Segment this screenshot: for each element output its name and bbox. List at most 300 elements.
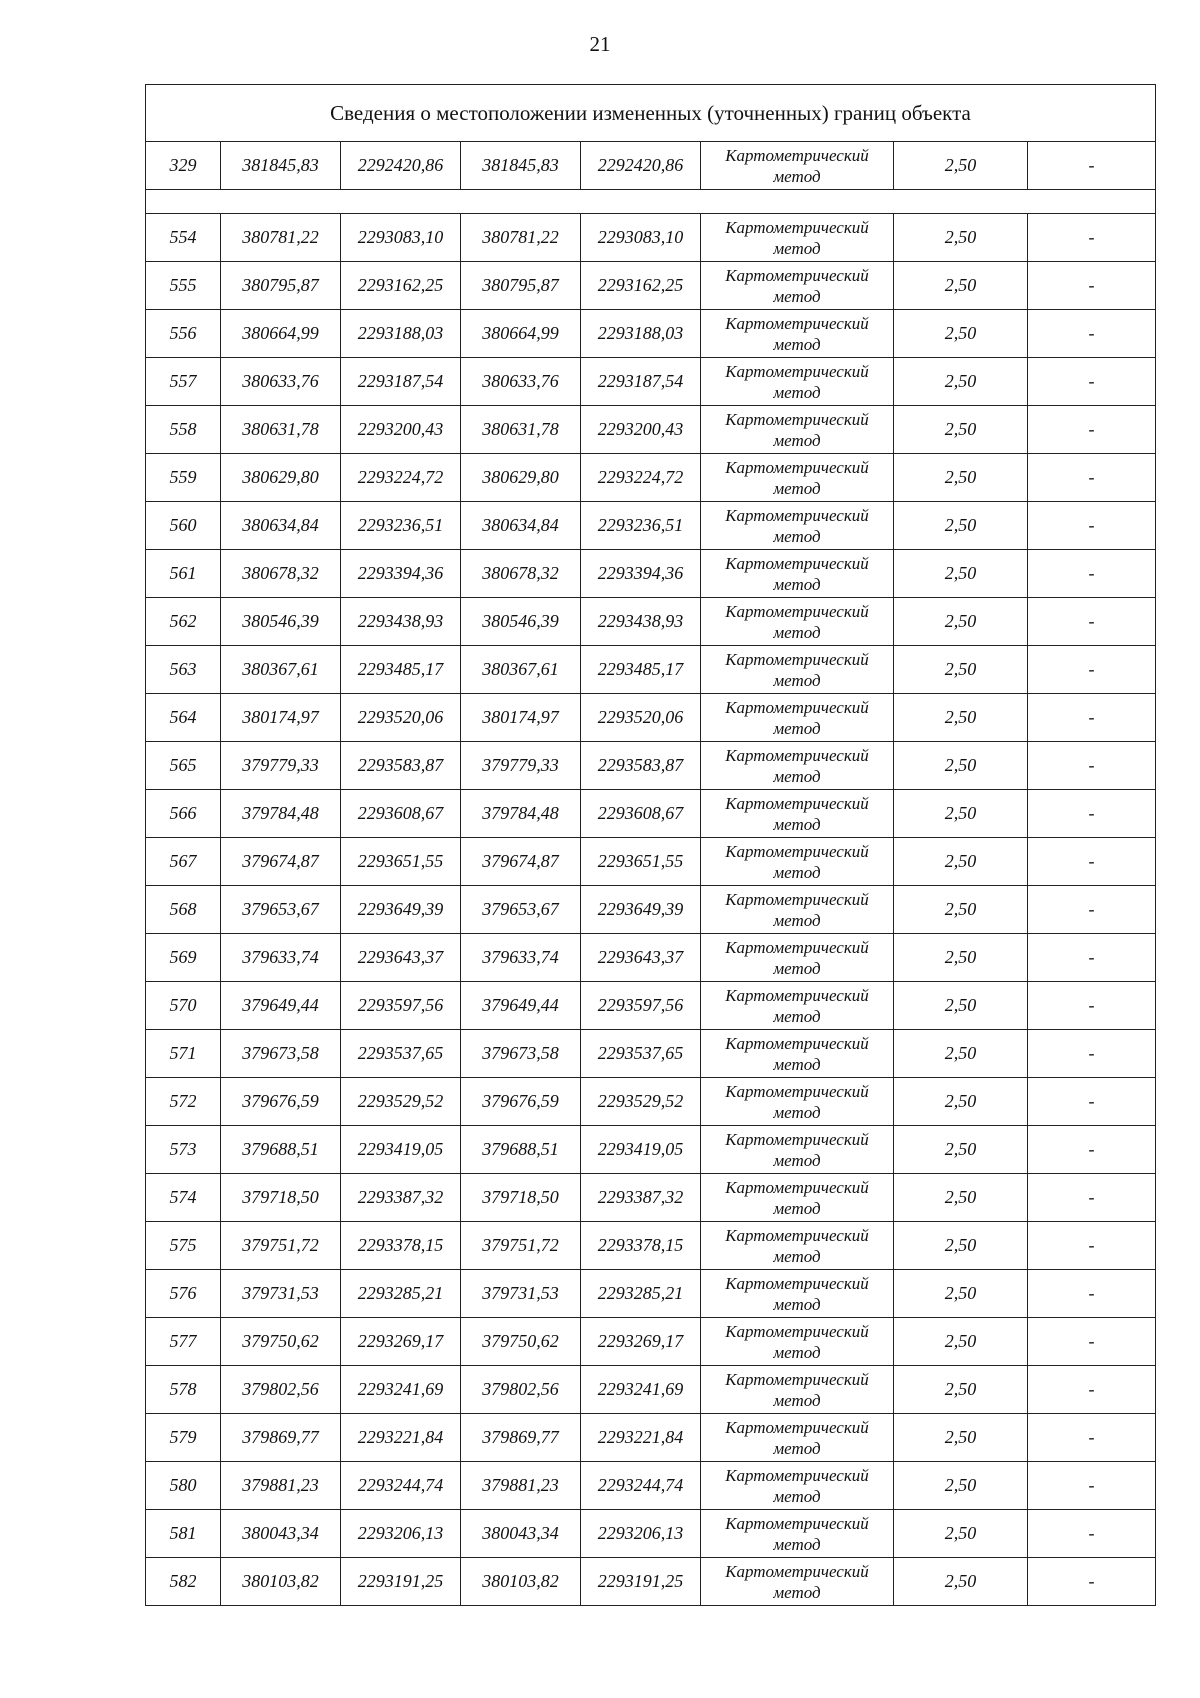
method-line-1: Картометрический [725, 1129, 869, 1149]
boundary-coordinates-table [145, 84, 1156, 1606]
x-new-cell: 380678,32 [461, 550, 581, 598]
y-new-cell: 2293520,06 [581, 694, 701, 742]
table-row [146, 1462, 1156, 1510]
x-existing-cell: 380795,87 [221, 262, 341, 310]
gap-row [146, 190, 1156, 214]
accuracy-cell: 2,50 [894, 1222, 1028, 1270]
method-line-1: Картометрический [725, 793, 869, 813]
x-new-cell: 380664,99 [461, 310, 581, 358]
y-existing-cell: 2293520,06 [341, 694, 461, 742]
point-number-cell: 570 [146, 982, 221, 1030]
x-new-cell: 380795,87 [461, 262, 581, 310]
method-cell [701, 1558, 894, 1606]
table-row [146, 1030, 1156, 1078]
description-cell: - [1028, 1510, 1156, 1558]
y-existing-cell: 2293537,65 [341, 1030, 461, 1078]
method-line-1: Картометрический [725, 697, 869, 717]
method-line-1: Картометрический [725, 1225, 869, 1245]
description-cell: - [1028, 214, 1156, 262]
method-cell [701, 142, 894, 190]
point-number-cell: 569 [146, 934, 221, 982]
method-line-2: метод [773, 814, 821, 834]
method-cell [701, 886, 894, 934]
point-number-cell: 577 [146, 1318, 221, 1366]
x-new-cell: 380631,78 [461, 406, 581, 454]
accuracy-cell: 2,50 [894, 310, 1028, 358]
y-existing-cell: 2293221,84 [341, 1414, 461, 1462]
description-cell: - [1028, 1030, 1156, 1078]
x-existing-cell: 380546,39 [221, 598, 341, 646]
accuracy-cell: 2,50 [894, 1414, 1028, 1462]
x-existing-cell: 379784,48 [221, 790, 341, 838]
table-row [146, 790, 1156, 838]
y-existing-cell: 2293224,72 [341, 454, 461, 502]
y-existing-cell: 2293206,13 [341, 1510, 461, 1558]
accuracy-cell: 2,50 [894, 646, 1028, 694]
x-existing-cell: 379676,59 [221, 1078, 341, 1126]
description-cell: - [1028, 838, 1156, 886]
method-cell [701, 1318, 894, 1366]
x-existing-cell: 379869,77 [221, 1414, 341, 1462]
accuracy-cell: 2,50 [894, 1558, 1028, 1606]
x-existing-cell: 380043,34 [221, 1510, 341, 1558]
y-existing-cell: 2293643,37 [341, 934, 461, 982]
y-existing-cell: 2293529,52 [341, 1078, 461, 1126]
table-row [146, 502, 1156, 550]
x-new-cell: 379750,62 [461, 1318, 581, 1366]
method-line-1: Картометрический [725, 1321, 869, 1341]
method-line-1: Картометрический [725, 265, 869, 285]
x-new-cell: 380781,22 [461, 214, 581, 262]
y-existing-cell: 2293236,51 [341, 502, 461, 550]
method-line-2: метод [773, 526, 821, 546]
y-new-cell: 2293187,54 [581, 358, 701, 406]
accuracy-cell: 2,50 [894, 1462, 1028, 1510]
method-line-2: метод [773, 166, 821, 186]
method-line-1: Картометрический [725, 937, 869, 957]
y-existing-cell: 2293162,25 [341, 262, 461, 310]
description-cell: - [1028, 1126, 1156, 1174]
x-existing-cell: 379653,67 [221, 886, 341, 934]
method-cell [701, 310, 894, 358]
y-new-cell: 2293083,10 [581, 214, 701, 262]
table-row [146, 550, 1156, 598]
method-line-1: Картометрический [725, 1369, 869, 1389]
x-existing-cell: 381845,83 [221, 142, 341, 190]
method-line-2: метод [773, 1342, 821, 1362]
x-new-cell: 379784,48 [461, 790, 581, 838]
y-new-cell: 2293485,17 [581, 646, 701, 694]
accuracy-cell: 2,50 [894, 742, 1028, 790]
x-new-cell: 379802,56 [461, 1366, 581, 1414]
y-new-cell: 2293378,15 [581, 1222, 701, 1270]
method-line-2: метод [773, 430, 821, 450]
description-cell: - [1028, 694, 1156, 742]
y-new-cell: 2293438,93 [581, 598, 701, 646]
table-row [146, 358, 1156, 406]
x-new-cell: 380629,80 [461, 454, 581, 502]
method-cell [701, 790, 894, 838]
x-existing-cell: 379688,51 [221, 1126, 341, 1174]
x-existing-cell: 379718,50 [221, 1174, 341, 1222]
y-new-cell: 2293387,32 [581, 1174, 701, 1222]
table-row [146, 142, 1156, 190]
accuracy-cell: 2,50 [894, 406, 1028, 454]
table-row [146, 454, 1156, 502]
method-line-2: метод [773, 958, 821, 978]
point-number-cell: 581 [146, 1510, 221, 1558]
accuracy-cell: 2,50 [894, 982, 1028, 1030]
y-new-cell: 2293597,56 [581, 982, 701, 1030]
method-line-2: метод [773, 1054, 821, 1074]
method-line-2: метод [773, 286, 821, 306]
gap-cell [146, 190, 1156, 214]
method-line-2: метод [773, 910, 821, 930]
y-existing-cell: 2293244,74 [341, 1462, 461, 1510]
x-new-cell: 380043,34 [461, 1510, 581, 1558]
method-line-2: метод [773, 574, 821, 594]
description-cell: - [1028, 142, 1156, 190]
y-new-cell: 2293221,84 [581, 1414, 701, 1462]
accuracy-cell: 2,50 [894, 886, 1028, 934]
method-line-2: метод [773, 238, 821, 258]
y-existing-cell: 2293191,25 [341, 1558, 461, 1606]
method-line-2: метод [773, 382, 821, 402]
table-row [146, 838, 1156, 886]
y-new-cell: 2293244,74 [581, 1462, 701, 1510]
method-cell [701, 358, 894, 406]
description-cell: - [1028, 1462, 1156, 1510]
method-line-2: метод [773, 1006, 821, 1026]
accuracy-cell: 2,50 [894, 1174, 1028, 1222]
method-line-2: метод [773, 478, 821, 498]
x-existing-cell: 380174,97 [221, 694, 341, 742]
point-number-cell: 582 [146, 1558, 221, 1606]
point-number-cell: 556 [146, 310, 221, 358]
point-number-cell: 567 [146, 838, 221, 886]
y-new-cell: 2293236,51 [581, 502, 701, 550]
table-row [146, 1510, 1156, 1558]
y-new-cell: 2293162,25 [581, 262, 701, 310]
table-row [146, 1270, 1156, 1318]
x-existing-cell: 379750,62 [221, 1318, 341, 1366]
method-line-2: метод [773, 1534, 821, 1554]
method-cell [701, 694, 894, 742]
x-new-cell: 379673,58 [461, 1030, 581, 1078]
x-existing-cell: 379731,53 [221, 1270, 341, 1318]
point-number-cell: 564 [146, 694, 221, 742]
x-new-cell: 380633,76 [461, 358, 581, 406]
accuracy-cell: 2,50 [894, 358, 1028, 406]
method-line-2: метод [773, 334, 821, 354]
method-cell [701, 934, 894, 982]
y-existing-cell: 2293269,17 [341, 1318, 461, 1366]
description-cell: - [1028, 406, 1156, 454]
method-line-1: Картометрический [725, 985, 869, 1005]
accuracy-cell: 2,50 [894, 1078, 1028, 1126]
method-line-2: метод [773, 1150, 821, 1170]
point-number-cell: 571 [146, 1030, 221, 1078]
point-number-cell: 574 [146, 1174, 221, 1222]
method-cell [701, 1030, 894, 1078]
method-cell [701, 502, 894, 550]
y-existing-cell: 2293419,05 [341, 1126, 461, 1174]
point-number-cell: 575 [146, 1222, 221, 1270]
description-cell: - [1028, 790, 1156, 838]
table-row [146, 262, 1156, 310]
method-line-1: Картометрический [725, 1513, 869, 1533]
description-cell: - [1028, 1174, 1156, 1222]
table-row [146, 598, 1156, 646]
method-line-2: метод [773, 862, 821, 882]
y-new-cell: 2293224,72 [581, 454, 701, 502]
description-cell: - [1028, 1366, 1156, 1414]
table-row [146, 310, 1156, 358]
method-line-1: Картометрический [725, 1177, 869, 1197]
table-row [146, 982, 1156, 1030]
x-existing-cell: 380629,80 [221, 454, 341, 502]
table-row [146, 1174, 1156, 1222]
description-cell: - [1028, 1078, 1156, 1126]
point-number-cell: 560 [146, 502, 221, 550]
method-line-1: Картометрический [725, 841, 869, 861]
point-number-cell: 554 [146, 214, 221, 262]
point-number-cell: 572 [146, 1078, 221, 1126]
table-row [146, 1366, 1156, 1414]
x-new-cell: 379869,77 [461, 1414, 581, 1462]
y-new-cell: 2293583,87 [581, 742, 701, 790]
y-new-cell: 2293241,69 [581, 1366, 701, 1414]
method-line-2: метод [773, 1198, 821, 1218]
method-line-1: Картометрический [725, 601, 869, 621]
y-existing-cell: 2293583,87 [341, 742, 461, 790]
x-new-cell: 380546,39 [461, 598, 581, 646]
x-new-cell: 379653,67 [461, 886, 581, 934]
x-existing-cell: 379751,72 [221, 1222, 341, 1270]
method-line-2: метод [773, 1486, 821, 1506]
table-row [146, 742, 1156, 790]
description-cell: - [1028, 1414, 1156, 1462]
method-line-1: Картометрический [725, 1561, 869, 1581]
y-new-cell: 2293608,67 [581, 790, 701, 838]
method-line-1: Картометрический [725, 889, 869, 909]
method-cell [701, 1462, 894, 1510]
description-cell: - [1028, 454, 1156, 502]
y-existing-cell: 2293394,36 [341, 550, 461, 598]
y-existing-cell: 2293387,32 [341, 1174, 461, 1222]
x-new-cell: 379688,51 [461, 1126, 581, 1174]
method-cell [701, 454, 894, 502]
method-line-1: Картометрический [725, 649, 869, 669]
y-new-cell: 2293394,36 [581, 550, 701, 598]
y-existing-cell: 2293187,54 [341, 358, 461, 406]
x-existing-cell: 379881,23 [221, 1462, 341, 1510]
table-header-row [146, 85, 1156, 142]
accuracy-cell: 2,50 [894, 262, 1028, 310]
method-line-1: Картометрический [725, 313, 869, 333]
method-line-2: метод [773, 1246, 821, 1266]
method-cell [701, 1174, 894, 1222]
table-row [146, 214, 1156, 262]
x-existing-cell: 380631,78 [221, 406, 341, 454]
y-new-cell: 2293285,21 [581, 1270, 701, 1318]
x-new-cell: 380174,97 [461, 694, 581, 742]
table-row [146, 646, 1156, 694]
point-number-cell: 576 [146, 1270, 221, 1318]
y-existing-cell: 2293651,55 [341, 838, 461, 886]
y-new-cell: 2293651,55 [581, 838, 701, 886]
method-line-1: Картометрический [725, 1273, 869, 1293]
accuracy-cell: 2,50 [894, 454, 1028, 502]
table-row [146, 406, 1156, 454]
x-existing-cell: 379674,87 [221, 838, 341, 886]
method-line-2: метод [773, 622, 821, 642]
method-cell [701, 646, 894, 694]
x-existing-cell: 379779,33 [221, 742, 341, 790]
method-line-1: Картометрический [725, 1081, 869, 1101]
method-line-2: метод [773, 1582, 821, 1602]
method-line-1: Картометрический [725, 457, 869, 477]
x-new-cell: 379676,59 [461, 1078, 581, 1126]
y-existing-cell: 2293438,93 [341, 598, 461, 646]
method-cell [701, 214, 894, 262]
x-existing-cell: 379633,74 [221, 934, 341, 982]
accuracy-cell: 2,50 [894, 1126, 1028, 1174]
y-existing-cell: 2293649,39 [341, 886, 461, 934]
method-cell [701, 1270, 894, 1318]
y-new-cell: 2293537,65 [581, 1030, 701, 1078]
method-line-2: метод [773, 766, 821, 786]
y-new-cell: 2293200,43 [581, 406, 701, 454]
table-row [146, 886, 1156, 934]
method-cell [701, 598, 894, 646]
x-new-cell: 379674,87 [461, 838, 581, 886]
method-line-1: Картометрический [725, 1417, 869, 1437]
accuracy-cell: 2,50 [894, 1510, 1028, 1558]
table-row [146, 694, 1156, 742]
method-line-1: Картометрический [725, 505, 869, 525]
table-row [146, 934, 1156, 982]
method-cell [701, 982, 894, 1030]
table-row [146, 1414, 1156, 1462]
y-existing-cell: 2292420,86 [341, 142, 461, 190]
x-new-cell: 380634,84 [461, 502, 581, 550]
method-line-1: Картометрический [725, 745, 869, 765]
x-existing-cell: 379802,56 [221, 1366, 341, 1414]
accuracy-cell: 2,50 [894, 1030, 1028, 1078]
accuracy-cell: 2,50 [894, 142, 1028, 190]
method-cell [701, 1510, 894, 1558]
y-existing-cell: 2293485,17 [341, 646, 461, 694]
point-number-cell: 557 [146, 358, 221, 406]
description-cell: - [1028, 646, 1156, 694]
y-existing-cell: 2293083,10 [341, 214, 461, 262]
method-line-1: Картометрический [725, 1033, 869, 1053]
point-number-cell: 568 [146, 886, 221, 934]
y-new-cell: 2293529,52 [581, 1078, 701, 1126]
x-new-cell: 380367,61 [461, 646, 581, 694]
method-line-2: метод [773, 1294, 821, 1314]
description-cell: - [1028, 1558, 1156, 1606]
x-new-cell: 380103,82 [461, 1558, 581, 1606]
y-new-cell: 2293643,37 [581, 934, 701, 982]
method-line-1: Картометрический [725, 217, 869, 237]
point-number-cell: 555 [146, 262, 221, 310]
method-cell [701, 1414, 894, 1462]
table-row [146, 1078, 1156, 1126]
accuracy-cell: 2,50 [894, 1270, 1028, 1318]
method-line-1: Картометрический [725, 409, 869, 429]
point-number-cell: 558 [146, 406, 221, 454]
description-cell: - [1028, 598, 1156, 646]
method-line-2: метод [773, 1438, 821, 1458]
y-new-cell: 2293206,13 [581, 1510, 701, 1558]
y-new-cell: 2292420,86 [581, 142, 701, 190]
point-number-cell: 573 [146, 1126, 221, 1174]
method-line-2: метод [773, 1102, 821, 1122]
y-new-cell: 2293419,05 [581, 1126, 701, 1174]
x-new-cell: 379881,23 [461, 1462, 581, 1510]
table-row [146, 1318, 1156, 1366]
point-number-cell: 579 [146, 1414, 221, 1462]
description-cell: - [1028, 934, 1156, 982]
description-cell: - [1028, 310, 1156, 358]
x-new-cell: 379731,53 [461, 1270, 581, 1318]
method-cell [701, 1126, 894, 1174]
method-line-2: метод [773, 670, 821, 690]
y-new-cell: 2293269,17 [581, 1318, 701, 1366]
x-new-cell: 379633,74 [461, 934, 581, 982]
accuracy-cell: 2,50 [894, 1366, 1028, 1414]
method-line-2: метод [773, 718, 821, 738]
method-cell [701, 550, 894, 598]
description-cell: - [1028, 742, 1156, 790]
description-cell: - [1028, 358, 1156, 406]
page-number: 21 [589, 32, 611, 56]
description-cell: - [1028, 1222, 1156, 1270]
x-existing-cell: 379649,44 [221, 982, 341, 1030]
y-existing-cell: 2293608,67 [341, 790, 461, 838]
accuracy-cell: 2,50 [894, 790, 1028, 838]
x-existing-cell: 379673,58 [221, 1030, 341, 1078]
point-number-cell: 562 [146, 598, 221, 646]
description-cell: - [1028, 886, 1156, 934]
table-row [146, 1222, 1156, 1270]
description-cell: - [1028, 1318, 1156, 1366]
x-existing-cell: 380634,84 [221, 502, 341, 550]
x-existing-cell: 380664,99 [221, 310, 341, 358]
method-line-1: Картометрический [725, 553, 869, 573]
method-cell [701, 1366, 894, 1414]
table-row [146, 1126, 1156, 1174]
method-cell [701, 406, 894, 454]
y-existing-cell: 2293200,43 [341, 406, 461, 454]
x-existing-cell: 380367,61 [221, 646, 341, 694]
description-cell: - [1028, 1270, 1156, 1318]
accuracy-cell: 2,50 [894, 598, 1028, 646]
point-number-cell: 561 [146, 550, 221, 598]
method-cell [701, 838, 894, 886]
point-number-cell: 578 [146, 1366, 221, 1414]
y-existing-cell: 2293241,69 [341, 1366, 461, 1414]
x-new-cell: 381845,83 [461, 142, 581, 190]
accuracy-cell: 2,50 [894, 1318, 1028, 1366]
accuracy-cell: 2,50 [894, 934, 1028, 982]
method-cell [701, 262, 894, 310]
description-cell: - [1028, 550, 1156, 598]
x-existing-cell: 380678,32 [221, 550, 341, 598]
point-number-cell: 559 [146, 454, 221, 502]
